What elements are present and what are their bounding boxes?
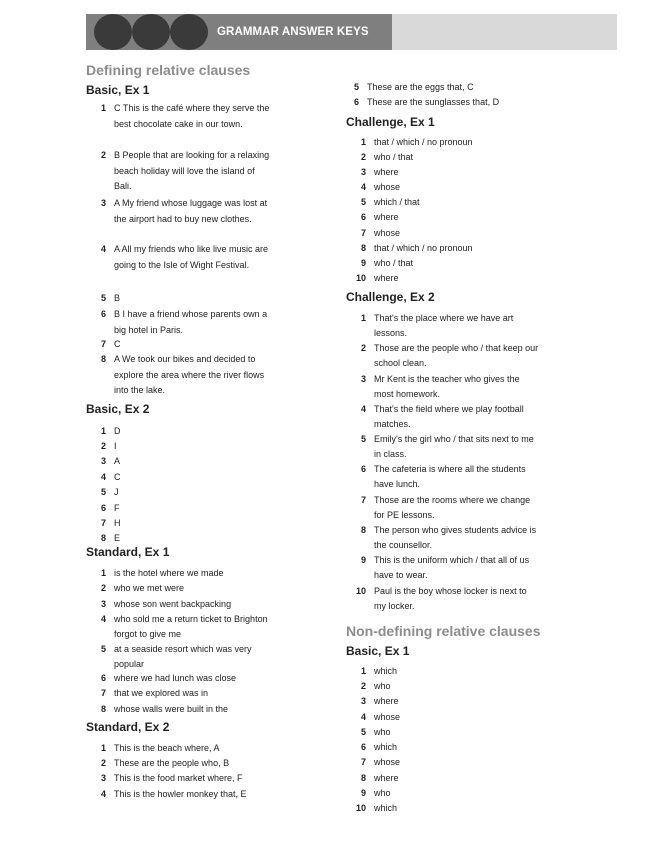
answer-text: where — [374, 167, 399, 177]
answer-number: 2 — [360, 681, 366, 691]
answer-number: 5 — [353, 82, 359, 92]
answer-number: 6 — [360, 212, 366, 222]
answer-number: 9 — [360, 258, 366, 268]
answer-number: 1 — [100, 426, 106, 436]
answer-number: 1 — [100, 103, 106, 113]
answer-number: 5 — [360, 727, 366, 737]
answer-number: 7 — [100, 339, 106, 349]
answer-text: who we met were — [114, 583, 185, 593]
exercise-heading-challenge-1: Challenge, Ex 1 — [346, 115, 435, 129]
answer-text: A We took our bikes and decided to explore the area where the river flows into the lake. — [114, 354, 265, 395]
answer-number: 7 — [100, 688, 106, 698]
answer-text: These are the sunglasses that, D — [367, 97, 500, 107]
answer-text: where — [374, 273, 399, 283]
answer-number: 2 — [100, 441, 106, 451]
answer-text: where — [374, 696, 399, 706]
answer-text: is the hotel where we made — [114, 568, 224, 578]
answer-number: 2 — [100, 758, 106, 768]
answer-text: which — [374, 742, 398, 752]
exercise-heading-standard-1: Standard, Ex 1 — [86, 545, 170, 559]
answer-text: that we explored was in — [114, 688, 209, 698]
answer-number: 1 — [360, 137, 366, 147]
answer-text: Paul is the boy whose locker is next to my locker. — [374, 586, 527, 611]
section-title-nondefining: Non-defining relative clauses — [346, 623, 541, 639]
answer-number: 8 — [100, 704, 106, 714]
answer-number: 8 — [360, 773, 366, 783]
answer-text: H — [114, 518, 121, 528]
answer-number: 1 — [360, 666, 366, 676]
answer-text: whose — [374, 182, 401, 192]
answer-text: This is the beach where, A — [114, 743, 220, 753]
answer-number: 3 — [100, 599, 106, 609]
answer-text: This is the howler monkey that, E — [114, 789, 247, 799]
answer-number: 5 — [100, 644, 106, 654]
answer-text: F — [114, 503, 120, 513]
answer-number: 7 — [360, 228, 366, 238]
answer-text: This is the uniform which / that all of us have to wear. — [374, 555, 530, 580]
answer-text: whose son went backpacking — [114, 599, 232, 609]
answer-number: 5 — [360, 197, 366, 207]
answer-number: 3 — [100, 456, 106, 466]
answer-text: B People that are looking for a relaxing beach holiday will love the island of Bali. — [114, 150, 270, 191]
answer-text: Mr Kent is the teacher who gives the most homework. — [374, 374, 520, 399]
answer-number: 10 — [355, 803, 366, 813]
answer-text: A — [114, 456, 121, 466]
exercise-heading-challenge-2: Challenge, Ex 2 — [346, 290, 435, 304]
answer-number: 2 — [360, 343, 366, 353]
answer-text: These are the people who, B — [114, 758, 230, 768]
answer-number: 6 — [100, 503, 106, 513]
answer-number: 2 — [360, 152, 366, 162]
answer-text: where — [374, 212, 399, 222]
answer-text: This is the food market where, F — [114, 773, 243, 783]
answer-number: 5 — [100, 293, 106, 303]
answer-text: That's the place where we have art lessons. — [374, 313, 514, 338]
answer-text: I — [114, 441, 117, 451]
answer-text: which / that — [374, 197, 420, 207]
answer-text: The person who gives students advice is the counsellor. — [374, 525, 537, 550]
answer-text: B I have a friend whose parents own a big hotel in Paris. — [114, 309, 268, 335]
header-circle-decoration — [170, 14, 208, 50]
answer-text: A All my friends who like live music are going to the Isle of Wight Festival. — [114, 244, 269, 270]
answer-number: 4 — [360, 182, 366, 192]
answer-number: 10 — [355, 273, 366, 283]
answer-number: 6 — [100, 673, 106, 683]
answer-number: 3 — [100, 198, 106, 208]
answer-text: that / which / no pronoun — [374, 243, 473, 253]
header-title: GRAMMAR ANSWER KEYS — [217, 26, 369, 38]
answer-text: C — [114, 339, 121, 349]
answer-text: who — [374, 727, 391, 737]
exercise-heading-basic-1: Basic, Ex 1 — [86, 83, 150, 97]
answer-text: whose walls were built in the — [114, 704, 229, 714]
answer-number: 2 — [100, 150, 106, 160]
answer-text: D — [114, 426, 121, 436]
answer-text: which — [374, 666, 398, 676]
answer-number: 5 — [360, 434, 366, 444]
answer-text: who sold me a return ticket to Brighton forgot to give me — [114, 614, 268, 639]
answer-text: That's the field where we play football matches. — [374, 404, 524, 429]
answer-number: 7 — [360, 757, 366, 767]
section-title-defining: Defining relative clauses — [86, 62, 251, 78]
answer-text: that / which / no pronoun — [374, 137, 473, 147]
answer-number: 4 — [360, 712, 366, 722]
answer-number: 10 — [355, 586, 366, 596]
answer-number: 3 — [360, 374, 366, 384]
header-circle-decoration — [132, 14, 170, 50]
exercise-heading-basic-2: Basic, Ex 2 — [86, 402, 150, 416]
answer-text: Those are the people who / that keep our school clean. — [374, 343, 539, 368]
answer-text: where we had lunch was close — [114, 673, 237, 683]
answer-text: Those are the rooms where we change for PE lessons. — [374, 495, 531, 520]
answer-number: 3 — [100, 773, 106, 783]
answer-number: 1 — [100, 743, 106, 753]
answer-number: 4 — [100, 244, 106, 254]
answer-text: The cafeteria is where all the students have lunch. — [374, 464, 526, 489]
answer-number: 4 — [100, 472, 106, 482]
answer-number: 9 — [360, 788, 366, 798]
answer-number: 8 — [100, 533, 106, 543]
answer-number: 1 — [100, 568, 106, 578]
answer-text: A My friend whose luggage was lost at the airport had to buy new clothes. — [114, 198, 268, 224]
answer-text: which — [374, 803, 398, 813]
answer-text: whose — [374, 757, 401, 767]
answer-text: B — [114, 293, 121, 303]
answer-number: 4 — [360, 404, 366, 414]
answer-number: 4 — [100, 614, 106, 624]
answer-number: 7 — [100, 518, 106, 528]
answer-number: 3 — [360, 696, 366, 706]
answer-number: 7 — [360, 495, 366, 505]
answer-text: who / that — [374, 152, 414, 162]
answer-number: 6 — [360, 742, 366, 752]
answer-text: C This is the café where they serve the best chocolate cake in our town. — [114, 103, 270, 129]
answer-number: 2 — [100, 583, 106, 593]
answer-text: who — [374, 788, 391, 798]
answer-number: 8 — [100, 354, 106, 364]
answer-number: 8 — [360, 525, 366, 535]
answer-text: who / that — [374, 258, 414, 268]
answer-text: where — [374, 773, 399, 783]
answer-text: at a seaside resort which was very popular — [114, 644, 252, 669]
answer-text: J — [114, 487, 119, 497]
answer-number: 3 — [360, 167, 366, 177]
header-circle-decoration — [94, 14, 132, 50]
answer-number: 8 — [360, 243, 366, 253]
answer-text: C — [114, 472, 121, 482]
answer-number: 5 — [100, 487, 106, 497]
answer-number: 4 — [100, 789, 106, 799]
answer-text: whose — [374, 228, 401, 238]
exercise-heading-nd-basic-1: Basic, Ex 1 — [346, 644, 410, 658]
answer-text: whose — [374, 712, 401, 722]
answer-text: who — [374, 681, 391, 691]
answer-text: E — [114, 533, 121, 543]
answer-text: These are the eggs that, C — [367, 82, 474, 92]
answer-number: 1 — [360, 313, 366, 323]
exercise-heading-standard-2: Standard, Ex 2 — [86, 720, 170, 734]
answer-number: 6 — [100, 309, 106, 319]
answer-number: 6 — [353, 97, 359, 107]
answer-number: 6 — [360, 464, 366, 474]
answer-text: Emily's the girl who / that sits next to me in class. — [374, 434, 534, 459]
answer-number: 9 — [360, 555, 366, 565]
